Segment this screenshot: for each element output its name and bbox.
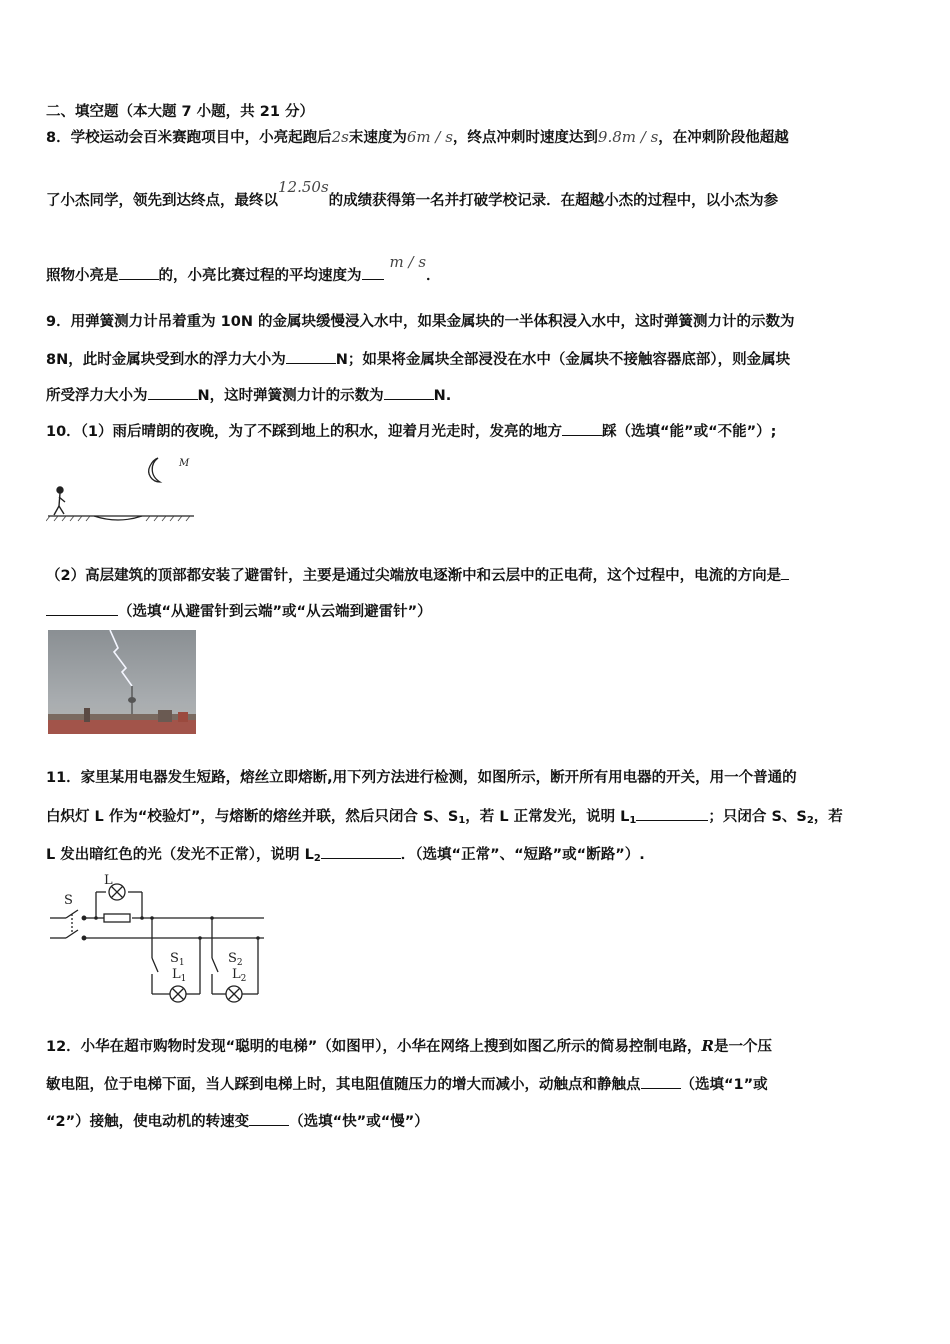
q12-line2 — [46, 1074, 768, 1094]
q10-text: （选填“从避雷针到云端”或“从云端到避雷针”） — [118, 604, 432, 620]
q8-text: 了小杰同学，领先到达终点，最终以 — [46, 193, 278, 209]
label-s: S — [64, 893, 73, 908]
q9-text: 8N，此时金属块受到水的浮力大小为 — [46, 352, 286, 368]
q10-text: 踩（选填“能”或“不能”）; — [602, 424, 777, 440]
q11-text: 白炽灯 L 作为“校验灯”，与熔断的熔丝并联，然后只闭合 S、S — [46, 809, 459, 825]
q11-text: ．（选填“正常”、“短路”或“断路”）. — [400, 847, 645, 863]
lightning-rod-photo — [48, 630, 196, 734]
q8-unit: m / s — [389, 253, 427, 271]
q9-text: N，这时弹簧测力计的示数为 — [197, 388, 384, 404]
q10-line2 — [46, 565, 789, 585]
label-l1: $L_1$ — [172, 967, 187, 984]
answer-blank[interactable] — [562, 421, 602, 436]
answer-blank[interactable] — [286, 349, 336, 364]
moon-icon — [149, 458, 160, 482]
q11-line1: 11．家里某用电器发生短路，熔丝立即熔断,用下列方法进行检测，如图所示，断开所有用电器的开关，用一个普通的 — [46, 770, 797, 786]
q9-text: N；如果将金属块全部浸没在水中（金属块不接触容器底部），则金属块 — [335, 352, 791, 368]
q11-line3 — [46, 844, 645, 868]
q9-text: N. — [433, 388, 452, 404]
q8-text: 的，小亮比赛过程的平均速度为 — [158, 268, 362, 284]
answer-blank[interactable] — [148, 385, 198, 400]
q12-text: （选填“1”或 — [680, 1077, 768, 1093]
subscript: 2 — [806, 815, 814, 826]
q8-line1 — [46, 128, 789, 147]
fuse-icon — [104, 914, 130, 922]
moon-label: M — [179, 458, 190, 469]
label-l2: $L_2$ — [232, 967, 247, 984]
answer-blank[interactable] — [321, 844, 401, 859]
q9-line1: 9．用弹簧测力计吊着重为 10N 的金属块缓慢浸入水中，如果金属块的一半体积浸入水中，这时弹簧测力计的示数为 — [46, 314, 795, 330]
label-s1: $S_1$ — [170, 951, 185, 968]
answer-blank[interactable] — [384, 385, 434, 400]
q12-text: 12．小华在超市购物时发现“聪明的电梯”（如图甲），小华在网络上搜到如图乙所示的简易控制电路， — [46, 1039, 702, 1055]
q8-math-time: 2s — [331, 128, 349, 146]
section-title: 二、填空题（本大题 7 小题，共 21 分） — [46, 104, 314, 120]
q12-text: 敏电阻，位于电梯下面，当人踩到电梯上时，其电阻值随压力的增大而减小，动触点和静触点 — [46, 1077, 641, 1093]
subscript: 1 — [629, 815, 637, 826]
q8-math-speed: 9.8m / s — [597, 128, 659, 146]
walker-icon — [54, 487, 65, 515]
circuit-diagram — [46, 874, 271, 1004]
q8-text: ． — [426, 268, 441, 284]
label-l: L — [104, 874, 113, 888]
answer-blank[interactable] — [46, 601, 118, 616]
switch-s2-icon — [212, 958, 218, 972]
label-s2: $S_2$ — [228, 951, 243, 968]
answer-blank[interactable] — [636, 806, 708, 821]
subscript: 2 — [313, 853, 321, 864]
q10-text: 10．（1）雨后晴朗的夜晚，为了不踩到地上的积水，迎着月光走时，发亮的地方 — [46, 424, 563, 440]
answer-blank[interactable] — [781, 565, 789, 580]
answer-blank[interactable] — [641, 1074, 681, 1089]
answer-blank[interactable] — [362, 265, 384, 280]
q8-text: 照物小亮是 — [46, 268, 119, 284]
q8-line2 — [46, 178, 779, 210]
q8-text: 8．学校运动会百米赛跑项目中，小亮起跑后 — [46, 130, 332, 146]
q12-line1 — [46, 1037, 772, 1056]
answer-blank[interactable] — [119, 265, 159, 280]
q9-text: 所受浮力大小为 — [46, 388, 148, 404]
q8-text: 末速度为 — [348, 130, 407, 146]
switch-s1-icon — [152, 958, 158, 972]
q12-text: 是一个压 — [713, 1039, 772, 1055]
q12-line3 — [46, 1111, 429, 1131]
moonlight-figure — [46, 452, 206, 524]
q8-math-time: 12.50s — [278, 178, 329, 196]
q8-line3 — [46, 253, 441, 285]
q9-line3 — [46, 385, 451, 405]
q10-text: （2）高层建筑的顶部都安装了避雷针，主要是通过尖端放电逐渐中和云层中的正电荷，这个过程中，电流的方向是 — [46, 568, 782, 584]
q8-text: ，终点冲刺时速度达到 — [452, 130, 598, 146]
q11-line2 — [46, 806, 843, 830]
q10-line1 — [46, 421, 776, 441]
q8-text: 的成绩获得第一名并打破学校记录．在超越小杰的过程中，以小杰为参 — [328, 193, 779, 209]
q8-text: ，在冲刺阶段他超越 — [658, 130, 789, 146]
q12-var-r: R — [701, 1037, 714, 1055]
q8-math-speed: 6m / s — [406, 128, 453, 146]
q11-text: ；只闭合 S、S — [708, 809, 807, 825]
q11-text: L 发出暗红色的光（发光不正常），说明 L — [46, 847, 314, 863]
subscript: 1 — [458, 815, 466, 826]
q9-line2 — [46, 349, 790, 369]
q11-text: ，若 L 正常发光，说明 L — [465, 809, 630, 825]
q12-text: “2”）接触，使电动机的转速变 — [46, 1114, 250, 1130]
answer-blank[interactable] — [249, 1111, 289, 1126]
q12-text: （选填“快”或“慢”） — [289, 1114, 429, 1130]
q10-line3 — [46, 601, 432, 621]
q11-text: ，若 — [813, 809, 843, 825]
